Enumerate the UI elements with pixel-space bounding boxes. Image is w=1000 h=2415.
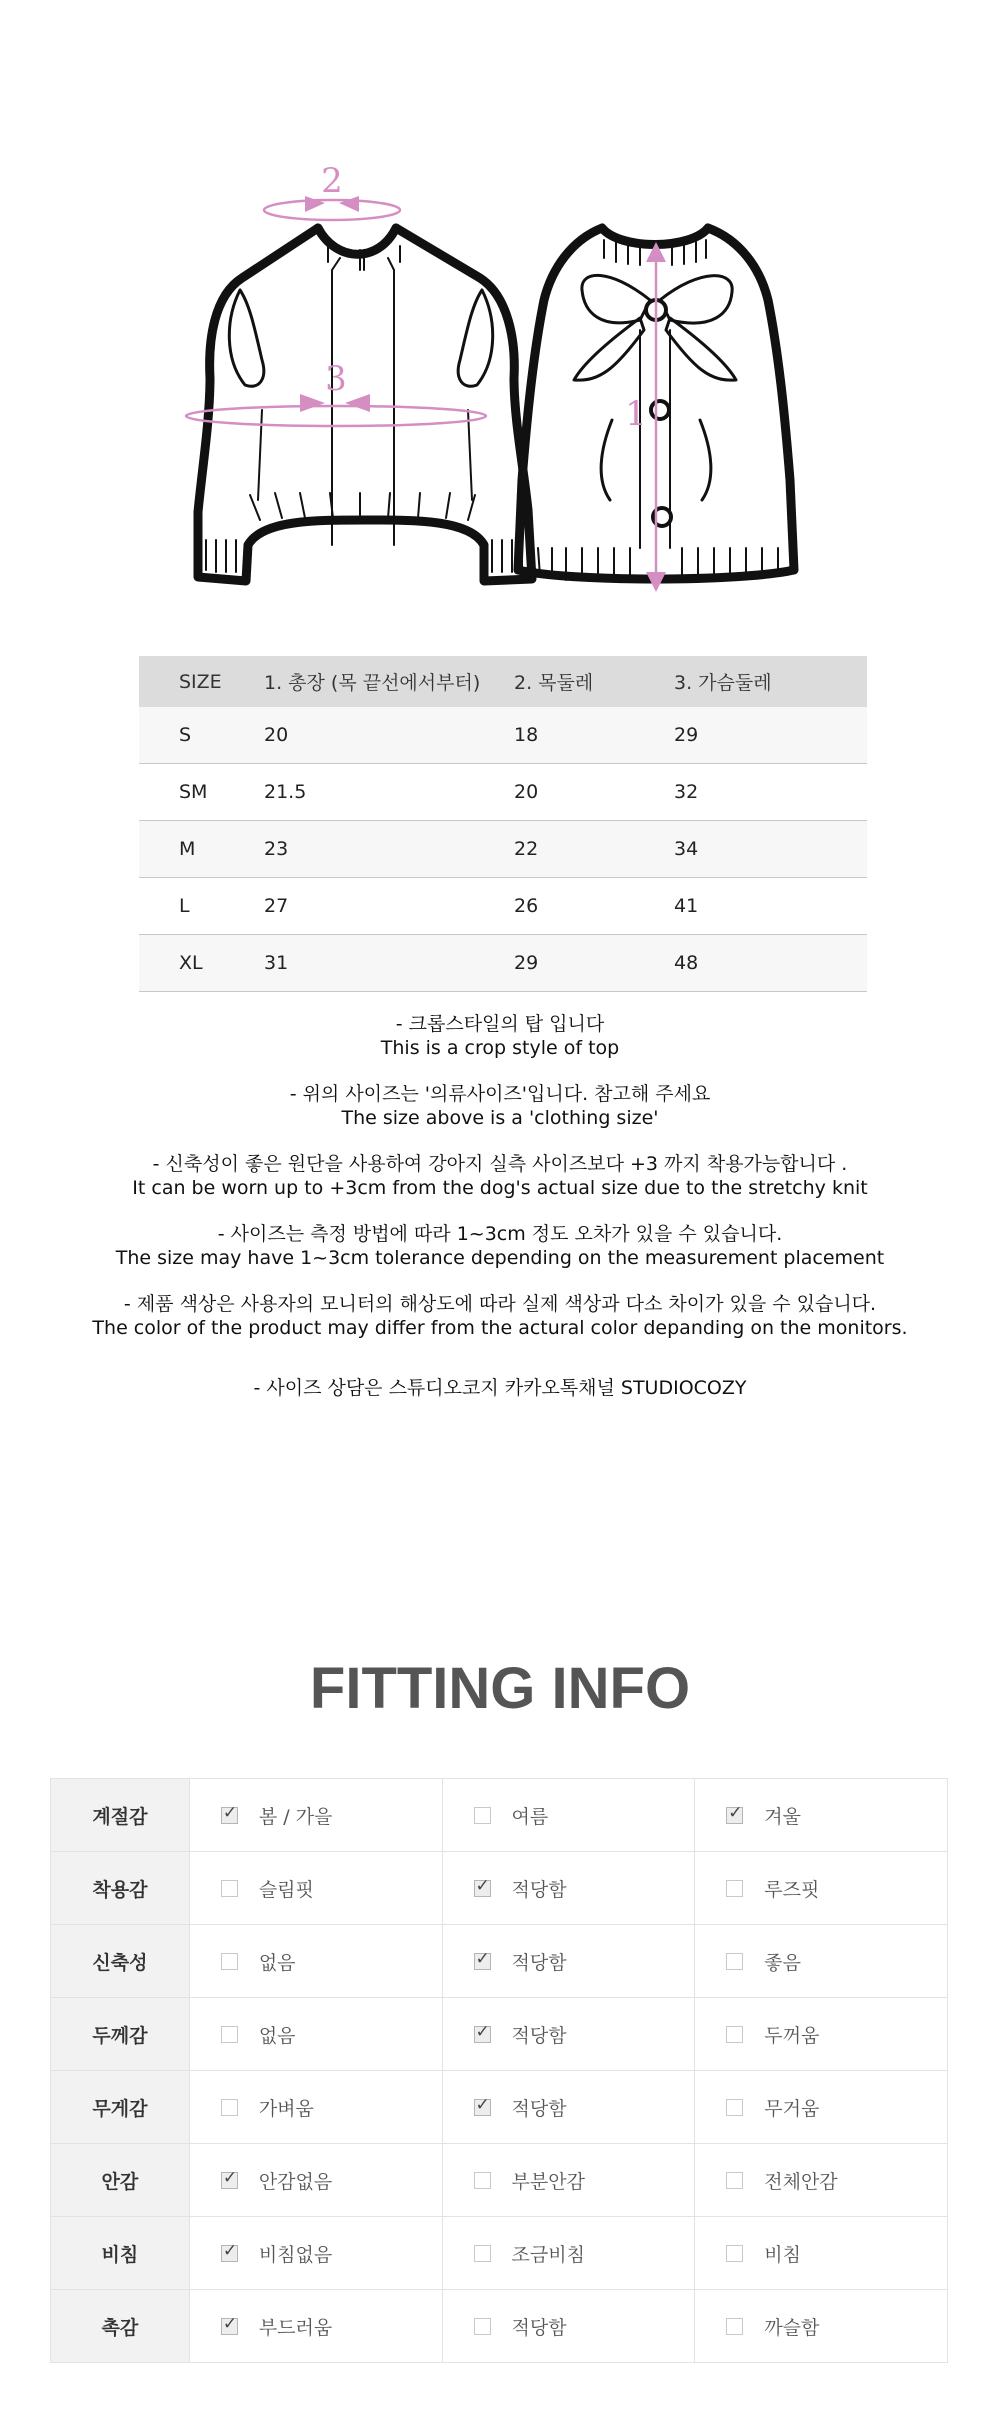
fitting-option-label: 부드러움	[258, 2316, 333, 2339]
size-table-header: 1. 총장 (목 끝선에서부터)	[264, 656, 514, 707]
size-notes	[0, 1012, 1000, 1422]
unchecked-checkbox-icon	[221, 1880, 238, 1897]
unchecked-checkbox-icon	[726, 2172, 743, 2189]
check-mark-icon: ✓	[728, 1802, 743, 1823]
fitting-option-label: 까슬함	[764, 2316, 820, 2339]
unchecked-checkbox-icon	[474, 2245, 491, 2262]
check-mark-icon: ✓	[475, 1875, 490, 1896]
table-row	[139, 821, 867, 878]
length-cell: 31	[264, 935, 514, 992]
checked-checkbox-icon	[474, 2094, 491, 2116]
unchecked-checkbox-icon	[474, 2172, 491, 2189]
fitting-option-label: 여름	[511, 1805, 549, 1828]
fitting-option	[695, 2290, 948, 2363]
checked-checkbox-icon	[221, 1802, 238, 1824]
size-table	[139, 656, 867, 992]
fitting-option	[189, 1998, 442, 2071]
note-english: The size above is a 'clothing size'	[341, 1107, 659, 1129]
chest-cell: 32	[674, 764, 867, 821]
fitting-category: 두께감	[51, 1998, 190, 2071]
fitting-option-label: 무거움	[764, 2097, 820, 2120]
note-english: The size may have 1~3cm tolerance depending on the measurement placement	[115, 1247, 885, 1269]
unchecked-checkbox-icon	[726, 1953, 743, 1970]
table-row	[139, 878, 867, 935]
fitting-option-label: 두꺼움	[764, 2024, 820, 2047]
size-cell: S	[139, 707, 264, 764]
unchecked-checkbox-icon	[726, 2099, 743, 2116]
size-table-header-row	[139, 656, 867, 707]
fitting-option-label: 적당함	[511, 2024, 567, 2047]
fitting-category: 비침	[51, 2217, 190, 2290]
fitting-option-label: 봄 / 가을	[258, 1805, 333, 1828]
chest-cell: 48	[674, 935, 867, 992]
size-cell: L	[139, 878, 264, 935]
fitting-option	[189, 1925, 442, 1998]
size-table-header: 3. 가슴둘레	[674, 656, 867, 707]
note-item	[0, 1082, 1000, 1130]
check-mark-icon: ✓	[475, 2021, 490, 2042]
contact-note-text: - 사이즈 상담은 스튜디오코지 카카오톡채널 STUDIOCOZY	[253, 1377, 747, 1399]
fitting-option	[189, 2290, 442, 2363]
fitting-option	[442, 1779, 695, 1852]
fitting-option-label: 부분안감	[511, 2170, 585, 2193]
fitting-option	[442, 1852, 695, 1925]
fitting-category: 계절감	[51, 1779, 190, 1852]
fitting-row	[51, 1925, 948, 1998]
length-cell: 23	[264, 821, 514, 878]
table-row	[139, 707, 867, 764]
fitting-option	[695, 1779, 948, 1852]
measure-label-chest: 3	[325, 359, 347, 399]
chest-cell: 34	[674, 821, 867, 878]
unchecked-checkbox-icon	[221, 2099, 238, 2116]
note-english: This is a crop style of top	[380, 1037, 620, 1059]
fitting-option-label: 비침없음	[258, 2243, 333, 2266]
neck-cell: 18	[514, 707, 674, 764]
length-cell: 27	[264, 878, 514, 935]
fitting-option	[695, 1852, 948, 1925]
chest-cell: 29	[674, 707, 867, 764]
fitting-option-label: 전체안감	[764, 2170, 838, 2193]
fitting-row	[51, 1852, 948, 1925]
fitting-option-label: 비침	[764, 2243, 801, 2266]
unchecked-checkbox-icon	[474, 1807, 491, 1824]
size-cell: XL	[139, 935, 264, 992]
fitting-row	[51, 2290, 948, 2363]
checked-checkbox-icon	[221, 2240, 238, 2262]
note-item	[0, 1152, 1000, 1200]
table-row	[139, 764, 867, 821]
size-cell: M	[139, 821, 264, 878]
check-mark-icon: ✓	[475, 2094, 490, 2115]
fitting-option-label: 좋음	[764, 1951, 801, 1974]
fitting-option	[442, 2217, 695, 2290]
fitting-row	[51, 1998, 948, 2071]
note-item	[0, 1292, 1000, 1340]
note-korean: - 제품 색상은 사용자의 모니터의 해상도에 따라 실제 색상과 다소 차이가 있을 수 있습니다.	[123, 1293, 877, 1315]
fitting-option	[695, 2071, 948, 2144]
fitting-category: 착용감	[51, 1852, 190, 1925]
fitting-option-label: 조금비침	[511, 2243, 585, 2266]
fitting-option-label: 겨울	[764, 1805, 801, 1828]
check-mark-icon: ✓	[475, 1948, 490, 1969]
size-table-header: 2. 목둘레	[514, 656, 674, 707]
unchecked-checkbox-icon	[726, 2026, 743, 2043]
checked-checkbox-icon	[474, 2021, 491, 2043]
measure-label-neck: 2	[321, 161, 343, 201]
fitting-option	[442, 1925, 695, 1998]
fitting-option	[189, 2144, 442, 2217]
checked-checkbox-icon	[221, 2313, 238, 2335]
fitting-option-label: 없음	[258, 2024, 296, 2047]
fitting-option-label: 적당함	[511, 2097, 567, 2120]
unchecked-checkbox-icon	[221, 1953, 238, 1970]
fitting-option	[189, 2071, 442, 2144]
unchecked-checkbox-icon	[474, 2318, 491, 2335]
checked-checkbox-icon	[474, 1948, 491, 1970]
unchecked-checkbox-icon	[726, 2318, 743, 2335]
note-korean: - 크롭스타일의 탑 입니다	[395, 1013, 605, 1035]
fitting-row	[51, 2217, 948, 2290]
check-mark-icon: ✓	[222, 2240, 238, 2261]
fitting-option	[442, 1998, 695, 2071]
note-korean: - 사이즈는 측정 방법에 따라 1~3cm 정도 오차가 있을 수 있습니다.	[217, 1223, 783, 1245]
neck-cell: 26	[514, 878, 674, 935]
fitting-option-label: 안감없음	[258, 2170, 333, 2193]
checked-checkbox-icon	[221, 2167, 238, 2189]
fitting-option	[695, 1998, 948, 2071]
size-table-header: SIZE	[139, 656, 264, 707]
fitting-option	[442, 2290, 695, 2363]
fitting-option	[189, 2217, 442, 2290]
note-english: The color of the product may differ from the actural color depanding on the monitors.	[92, 1317, 908, 1339]
fitting-option	[695, 2217, 948, 2290]
fitting-option-label: 루즈핏	[764, 1878, 820, 1901]
fitting-option	[189, 1779, 442, 1852]
fitting-option-label: 적당함	[511, 1878, 567, 1901]
note-korean: - 신축성이 좋은 원단을 사용하여 강아지 실측 사이즈보다 +3 까지 착용가능합니다 .	[152, 1153, 848, 1175]
fitting-option	[695, 1925, 948, 1998]
fitting-row	[51, 2071, 948, 2144]
neck-cell: 22	[514, 821, 674, 878]
fitting-info-title: FITTING INFO	[309, 1656, 691, 1721]
fitting-row	[51, 2144, 948, 2217]
neck-cell: 20	[514, 764, 674, 821]
fitting-option-label: 슬림핏	[258, 1878, 314, 1901]
fitting-info-table	[50, 1778, 948, 2363]
size-diagram	[0, 0, 1000, 620]
fitting-option-label: 적당함	[511, 1951, 567, 1974]
fitting-option	[189, 1852, 442, 1925]
contact-note	[0, 1376, 1000, 1400]
fitting-category: 신축성	[51, 1925, 190, 1998]
fitting-option	[442, 2144, 695, 2217]
fitting-category: 안감	[51, 2144, 190, 2217]
checked-checkbox-icon	[474, 1875, 491, 1897]
check-mark-icon: ✓	[222, 2313, 238, 2334]
length-cell: 20	[264, 707, 514, 764]
measure-label-length: 1	[625, 394, 647, 434]
note-english: It can be worn up to +3cm from the dog's actual size due to the stretchy knit	[132, 1177, 868, 1199]
fitting-category: 무게감	[51, 2071, 190, 2144]
fitting-option-label: 가벼움	[258, 2097, 314, 2120]
table-row	[139, 935, 867, 992]
note-korean: - 위의 사이즈는 '의류사이즈'입니다. 참고해 주세요	[289, 1083, 711, 1105]
note-item	[0, 1222, 1000, 1270]
chest-cell: 41	[674, 878, 867, 935]
neck-cell: 29	[514, 935, 674, 992]
measure-overlays	[186, 200, 656, 585]
unchecked-checkbox-icon	[221, 2026, 238, 2043]
fitting-option	[695, 2144, 948, 2217]
unchecked-checkbox-icon	[726, 2245, 743, 2262]
unchecked-checkbox-icon	[726, 1880, 743, 1897]
note-item	[0, 1012, 1000, 1060]
check-mark-icon: ✓	[222, 2167, 238, 2188]
fitting-category: 촉감	[51, 2290, 190, 2363]
size-cell: SM	[139, 764, 264, 821]
fitting-row	[51, 1779, 948, 1852]
length-cell: 21.5	[264, 764, 514, 821]
fitting-option	[442, 2071, 695, 2144]
checked-checkbox-icon	[726, 1802, 743, 1824]
fitting-option-label: 적당함	[511, 2316, 567, 2339]
fitting-option-label: 없음	[258, 1951, 296, 1974]
check-mark-icon: ✓	[222, 1802, 238, 1823]
